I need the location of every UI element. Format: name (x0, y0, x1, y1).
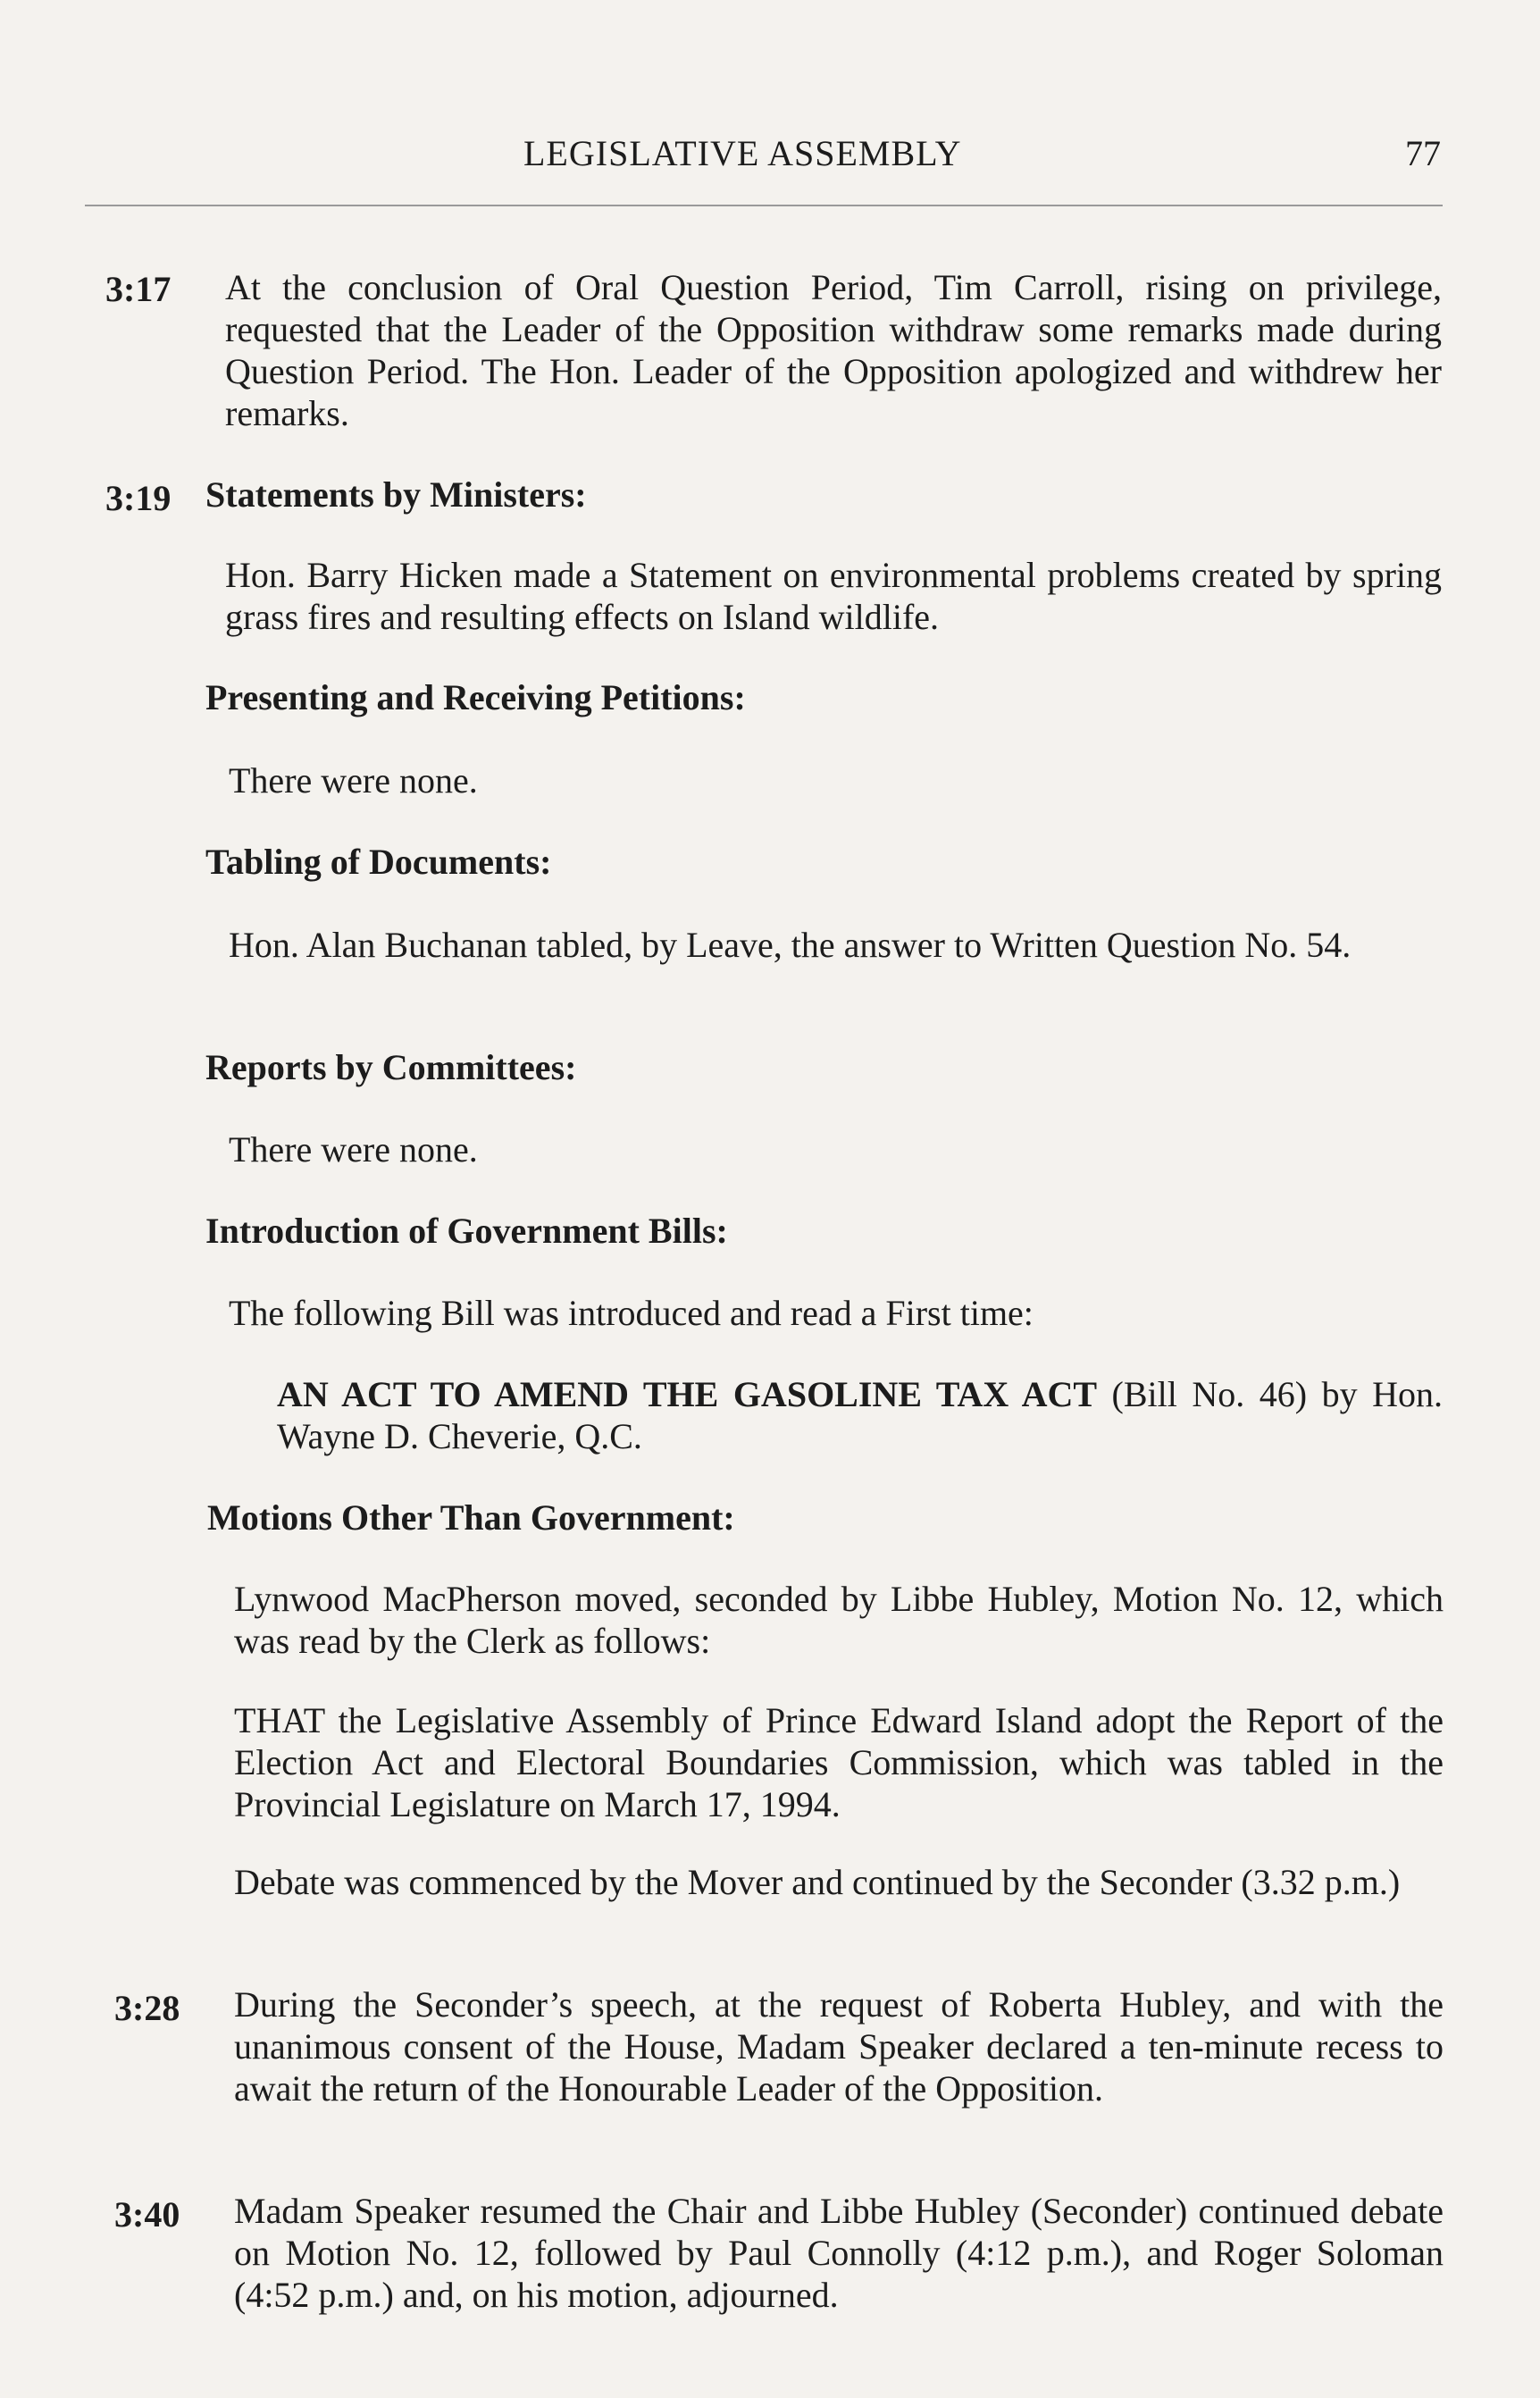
heading-statements-by-ministers: Statements by Ministers: (205, 474, 587, 515)
paragraph-motion-text: THAT the Legislative Assembly of Prince Edward Island adopt the Report of the Election Act and Electoral Boundaries Commission, which was tabled in the Provincial Legislature on March 17, 1994. (234, 1700, 1444, 1824)
paragraph-petitions: There were none. (229, 760, 478, 801)
page-number: 77 (1405, 133, 1441, 173)
running-header (0, 132, 1540, 186)
heading-reports: Reports by Committees: (205, 1047, 577, 1087)
timestamp-319: 3:19 (105, 478, 172, 518)
timestamp-317: 3:17 (105, 269, 172, 309)
heading-government-bills: Introduction of Government Bills: (205, 1211, 728, 1251)
paragraph-bill-intro: The following Bill was introduced and read a First time: (229, 1293, 1034, 1333)
timestamp-340: 3:40 (114, 2194, 180, 2234)
paragraph-reports: There were none. (229, 1129, 478, 1170)
timestamp-328: 3:28 (114, 1988, 180, 2028)
paragraph-recess: During the Seconder’s speech, at the request of Roberta Hubley, and with the unanimous consent of the House, Madam Speaker declared a ten-minute recess to await the return of the Honourable Leader of the Opposition. (234, 1984, 1444, 2109)
paragraph-statement: Hon. Barry Hicken made a Statement on environmental problems created by spring grass fires and resulting effects on Island wildlife. (225, 555, 1442, 637)
heading-motions: Motions Other Than Government: (207, 1497, 735, 1538)
paragraph-adjourned: Madam Speaker resumed the Chair and Libbe Hubley (Seconder) continued debate on Motion No. 12, followed by Paul Connolly (4:12 p.m.), and Roger Soloman (4:52 p.m.) and, on his motion, adjourned. (234, 2191, 1444, 2315)
bill-title: AN ACT TO AMEND THE GASOLINE TAX ACT (277, 1374, 1098, 1414)
heading-petitions: Presenting and Receiving Petitions: (205, 677, 746, 717)
header-title: LEGISLATIVE ASSEMBLY (523, 133, 962, 173)
paragraph-debate: Debate was commenced by the Mover and continued by the Seconder (3.32 p.m.) (234, 1862, 1401, 1902)
header-rule (85, 205, 1443, 206)
bill-entry (277, 1373, 1443, 1457)
heading-tabling: Tabling of Documents: (205, 842, 552, 882)
bill-sponsor: (Bill No. 46) by Hon. Wayne D. Cheverie, Q.C. (277, 1374, 1443, 1456)
paragraph-motion-moved: Lynwood MacPherson moved, seconded by Libbe Hubley, Motion No. 12, which was read by the Clerk as follows: (234, 1579, 1444, 1661)
paragraph-privilege: At the conclusion of Oral Question Period, Tim Carroll, rising on privilege, requested that the Leader of the Opposition withdraw some remarks made during Question Period. The Hon. Leader of the Opposition apologized and withdrew her remarks. (225, 267, 1442, 433)
paragraph-tabling: Hon. Alan Buchanan tabled, by Leave, the answer to Written Question No. 54. (229, 925, 1352, 965)
